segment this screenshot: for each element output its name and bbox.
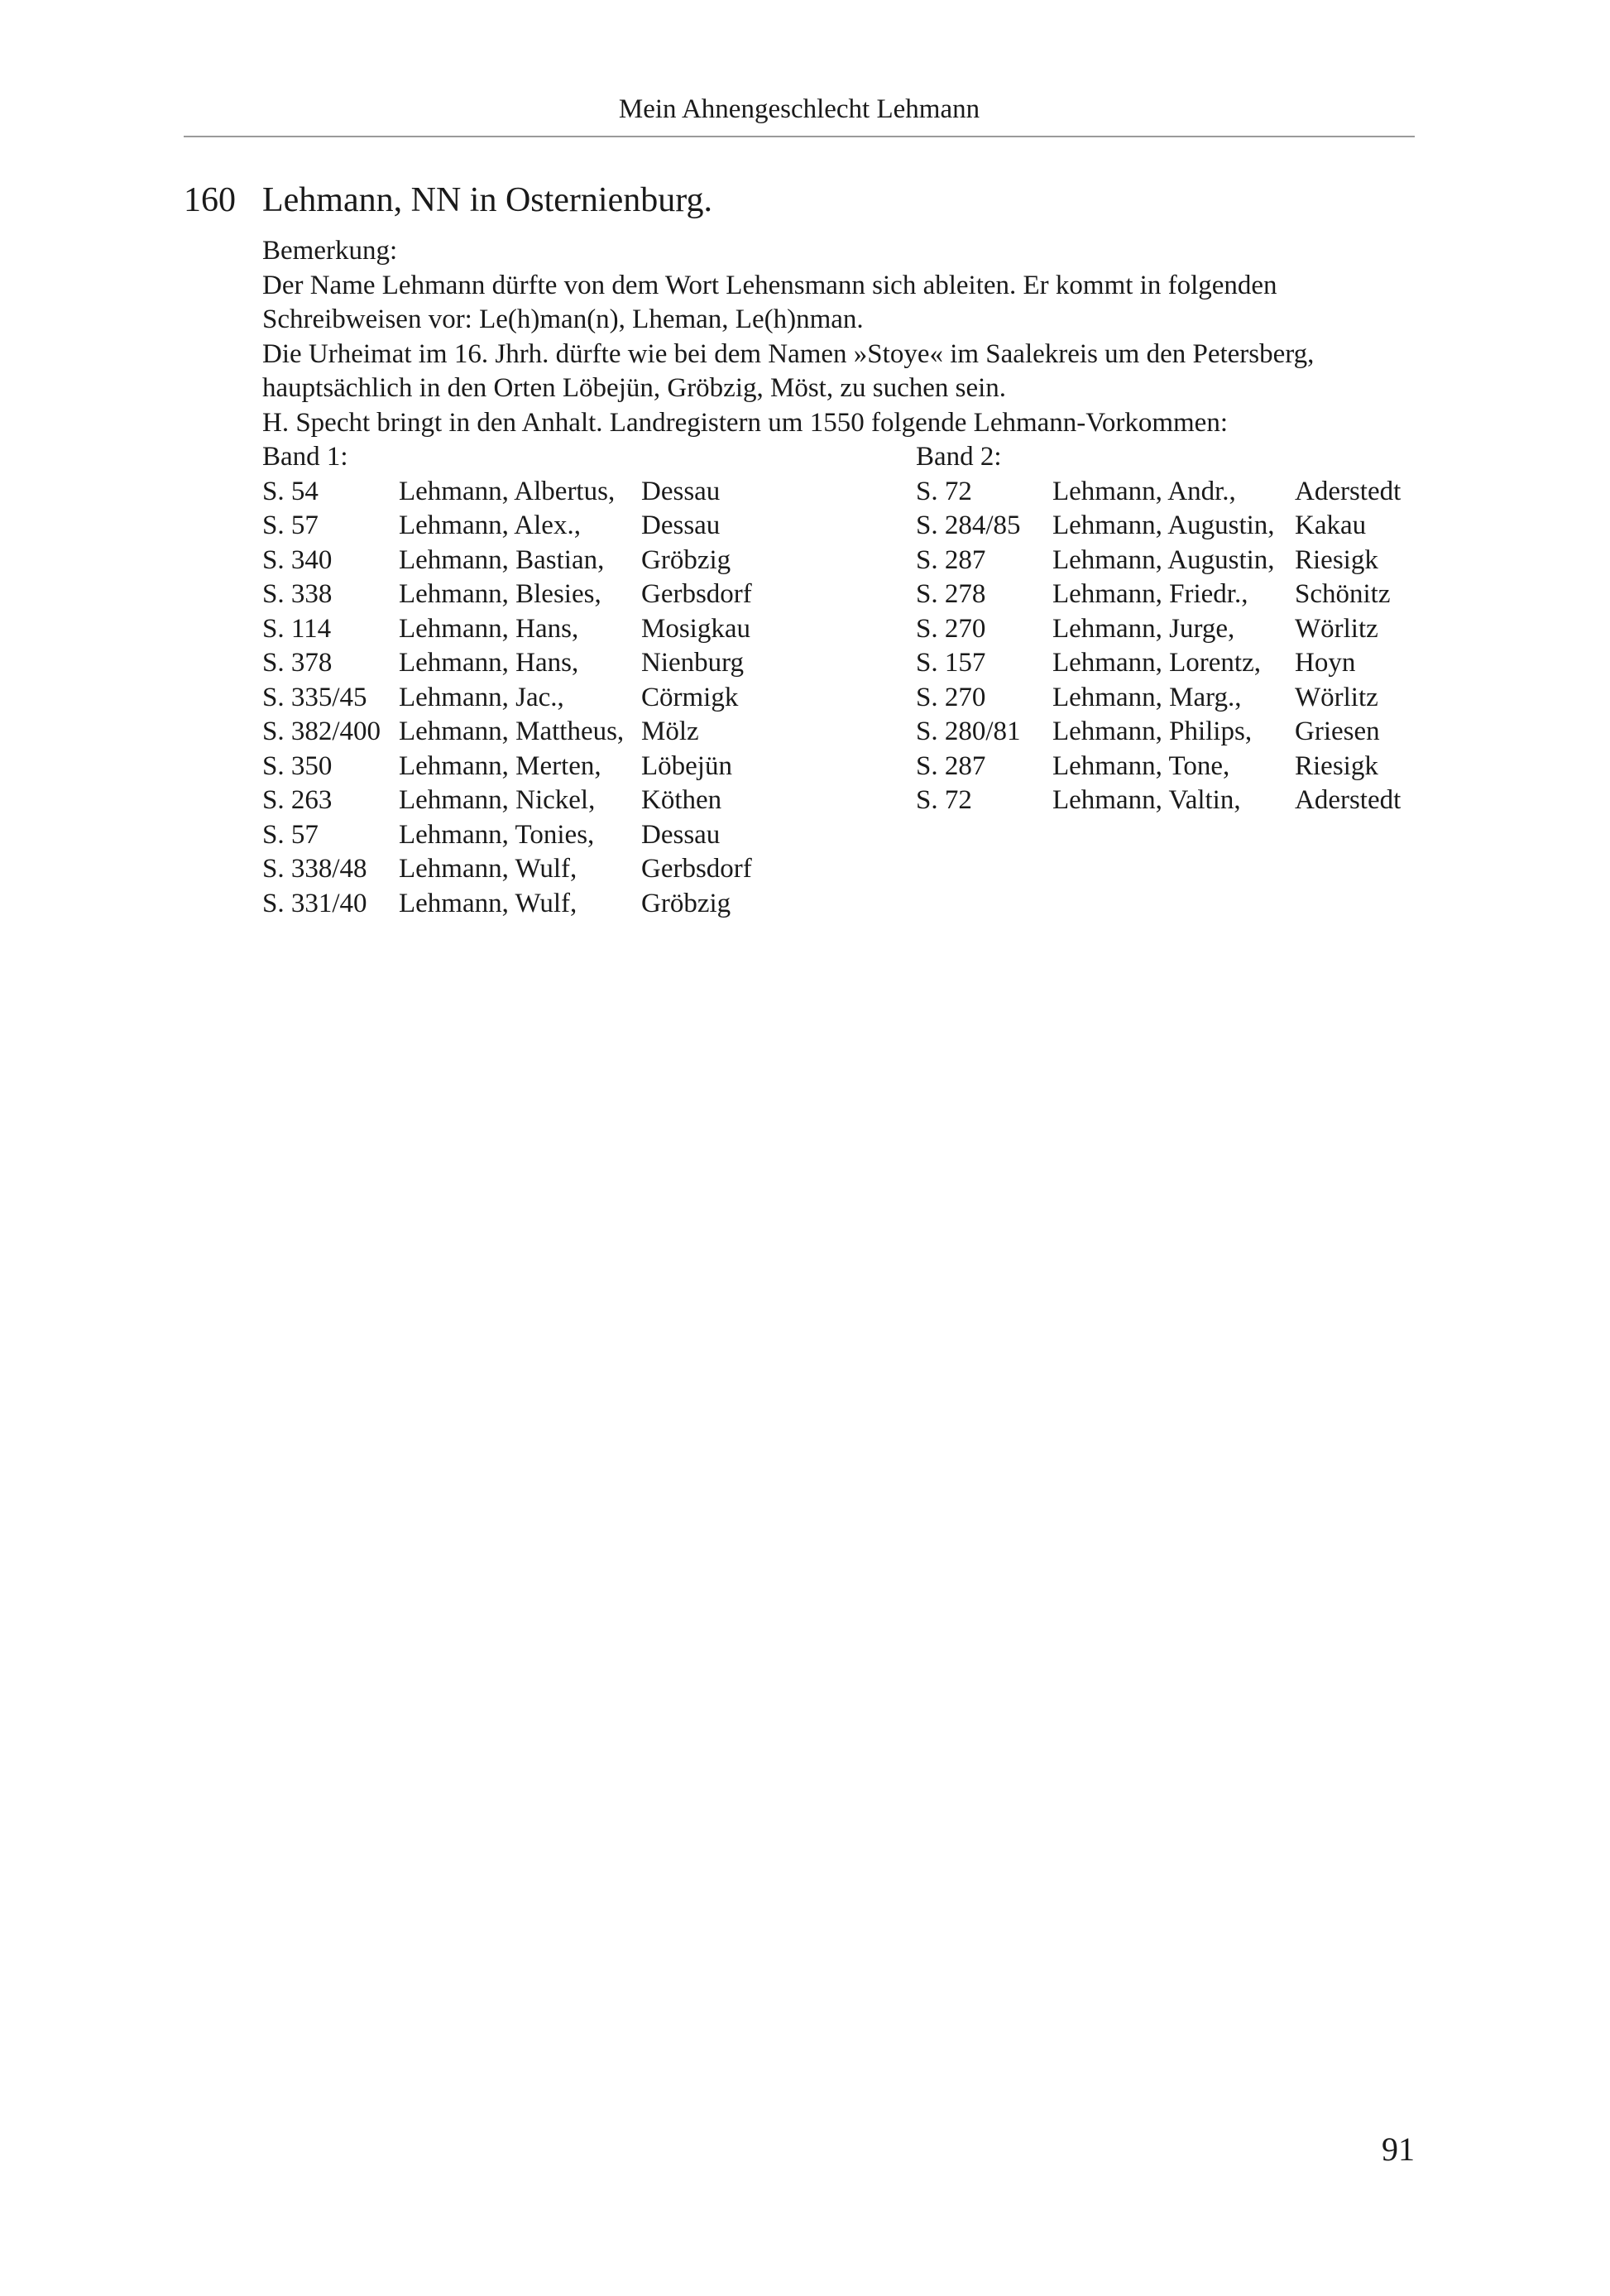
register-row <box>916 646 1415 681</box>
register-page-ref: S. 287 <box>916 544 986 575</box>
register-person-name: Lehmann, Wulf, <box>399 854 577 884</box>
register-page-ref: S. 114 <box>262 613 332 644</box>
register-person-name: Lehmann, Marg., <box>1052 682 1242 712</box>
register-place: Hoyn <box>1295 648 1356 678</box>
remark-paragraph-1-line-2: Schreibweisen vor: Le(h)man(n), Lheman, Le(h)nman. <box>262 304 864 334</box>
register-row <box>262 475 908 510</box>
register-page-ref: S. 338/48 <box>262 854 367 884</box>
register-person-name: Lehmann, Philips, <box>1052 717 1253 746</box>
remark-paragraph-2-line-1: Die Urheimat im 16. Jhrh. dürfte wie bei dem Namen »Stoye« im Saalekreis um den Petersberg, <box>262 338 1315 369</box>
register-page-ref: S. 57 <box>262 819 319 850</box>
register-person-name: Lehmann, Valtin, <box>1052 785 1241 815</box>
register-row <box>262 887 908 922</box>
register-place: Mölz <box>641 717 699 746</box>
register-row <box>262 818 908 853</box>
running-head: Mein Ahnengeschlecht Lehmann <box>618 94 980 124</box>
entry-number: 160 <box>184 181 236 219</box>
register-row <box>262 578 908 612</box>
register-row <box>916 715 1415 750</box>
band-1-label: Band 1: <box>262 442 348 472</box>
register-place: Dessau <box>641 510 721 540</box>
register-page-ref: S. 278 <box>916 579 986 609</box>
register-person-name: Lehmann, Wulf, <box>399 888 577 918</box>
register-row <box>916 509 1415 544</box>
register-place: Schönitz <box>1295 579 1391 609</box>
register-page-ref: S. 338 <box>262 579 333 609</box>
register-person-name: Lehmann, Augustin, <box>1052 510 1275 540</box>
register-place: Cörmigk <box>641 682 739 712</box>
register-person-name: Lehmann, Merten, <box>399 750 601 781</box>
register-row <box>916 784 1415 818</box>
register-place: Wörlitz <box>1295 682 1378 712</box>
register-person-name: Lehmann, Nickel, <box>399 785 596 815</box>
register-person-name: Lehmann, Blesies, <box>399 579 601 609</box>
register-person-name: Lehmann, Albertus, <box>399 476 616 506</box>
register-page-ref: S. 157 <box>916 648 986 678</box>
register-person-name: Lehmann, Jurge, <box>1052 613 1235 644</box>
register-place: Kakau <box>1295 510 1367 540</box>
remark-paragraph-1-line-1: Der Name Lehmann dürfte von dem Wort Lehensmann sich ableiten. Er kommt in folgenden <box>262 270 1277 300</box>
register-place: Nienburg <box>641 648 745 678</box>
register-row <box>262 509 908 544</box>
register-place: Löbejün <box>641 750 732 781</box>
register-row <box>916 612 1415 647</box>
header-rule <box>184 136 1415 137</box>
register-place: Mosigkau <box>641 613 750 644</box>
register-page-ref: S. 382/400 <box>262 717 381 746</box>
register-page-ref: S. 284/85 <box>916 510 1021 540</box>
remark-label: Bemerkung: <box>262 236 398 266</box>
register-row <box>262 852 908 887</box>
register-row <box>262 750 908 784</box>
page-number: 91 <box>1382 2131 1415 2168</box>
register-row <box>916 544 1415 578</box>
register-row <box>262 544 908 578</box>
register-row <box>916 750 1415 784</box>
register-person-name: Lehmann, Jac., <box>399 682 564 712</box>
register-place: Riesigk <box>1295 544 1378 575</box>
register-page-ref: S. 270 <box>916 613 986 644</box>
band-2-label: Band 2: <box>916 442 1002 472</box>
register-row <box>916 475 1415 510</box>
register-page-ref: S. 280/81 <box>916 717 1021 746</box>
register-page-ref: S. 350 <box>262 750 333 781</box>
register-person-name: Lehmann, Andr., <box>1052 476 1236 506</box>
register-page-ref: S. 72 <box>916 476 972 506</box>
register-place: Gröbzig <box>641 544 731 575</box>
register-row <box>916 681 1415 716</box>
register-row <box>262 646 908 681</box>
register-page-ref: S. 263 <box>262 785 333 815</box>
register-place: Griesen <box>1295 717 1380 746</box>
register-page-ref: S. 287 <box>916 750 986 781</box>
register-place: Aderstedt <box>1295 785 1402 815</box>
register-page-ref: S. 72 <box>916 785 972 815</box>
register-place: Dessau <box>641 819 721 850</box>
entry-heading <box>184 179 712 222</box>
register-page-ref: S. 54 <box>262 476 319 506</box>
register-place: Riesigk <box>1295 750 1378 781</box>
entry-title: Lehmann, NN in Osternienburg. <box>262 181 712 219</box>
remark-paragraph-3: H. Specht bringt in den Anhalt. Landregistern um 1550 folgende Lehmann-Vorkommen: <box>262 407 1228 438</box>
register-row <box>262 715 908 750</box>
register-person-name: Lehmann, Tonies, <box>399 819 595 850</box>
register-person-name: Lehmann, Augustin, <box>1052 544 1275 575</box>
register-page-ref: S. 340 <box>262 544 333 575</box>
register-row <box>262 612 908 647</box>
register-row <box>262 681 908 716</box>
register-place: Dessau <box>641 476 721 506</box>
register-row <box>916 578 1415 612</box>
register-place: Wörlitz <box>1295 613 1378 644</box>
register-place: Gerbsdorf <box>641 579 752 609</box>
register-page-ref: S. 270 <box>916 682 986 712</box>
register-person-name: Lehmann, Bastian, <box>399 544 605 575</box>
band-2-list <box>916 440 1415 818</box>
register-person-name: Lehmann, Mattheus, <box>399 717 625 746</box>
register-person-name: Lehmann, Tone, <box>1052 750 1230 781</box>
register-person-name: Lehmann, Hans, <box>399 648 579 678</box>
register-page-ref: S. 331/40 <box>262 888 367 918</box>
register-place: Gerbsdorf <box>641 854 752 884</box>
register-person-name: Lehmann, Alex., <box>399 510 581 540</box>
register-place: Aderstedt <box>1295 476 1402 506</box>
remark-paragraph-2-line-2: hauptsächlich in den Orten Löbejün, Gröbzig, Möst, zu suchen sein. <box>262 373 1007 403</box>
register-row <box>262 784 908 818</box>
band-1-list <box>262 440 908 921</box>
register-page-ref: S. 57 <box>262 510 319 540</box>
register-place: Köthen <box>641 785 722 815</box>
register-place: Gröbzig <box>641 888 731 918</box>
register-person-name: Lehmann, Lorentz, <box>1052 648 1261 678</box>
register-person-name: Lehmann, Hans, <box>399 613 579 644</box>
register-page-ref: S. 378 <box>262 648 333 678</box>
remark-block <box>262 234 1415 440</box>
register-page-ref: S. 335/45 <box>262 682 367 712</box>
register-person-name: Lehmann, Friedr., <box>1052 579 1248 609</box>
